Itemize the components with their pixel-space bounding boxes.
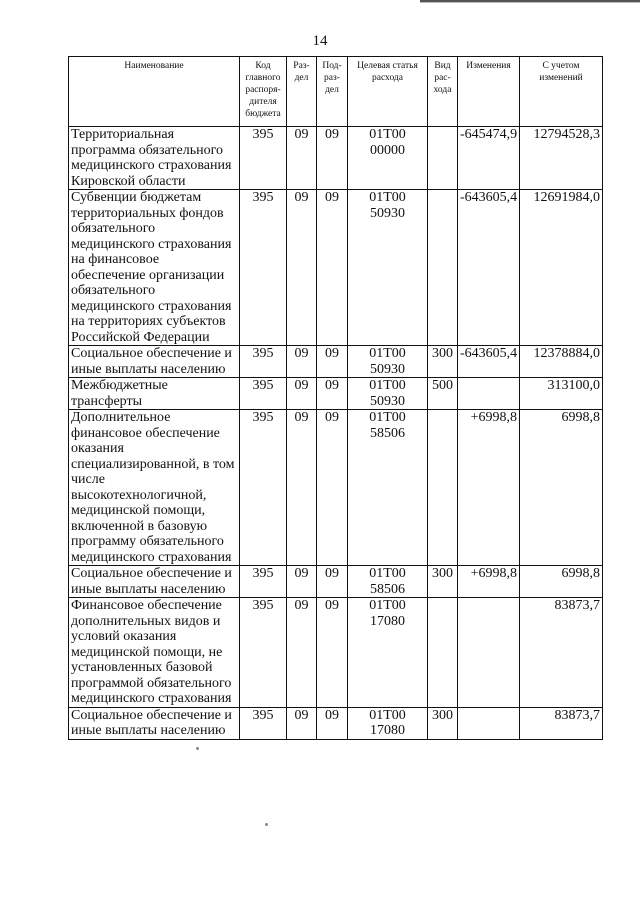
row-razdel: 09: [287, 190, 317, 346]
row-kod: 395: [240, 566, 287, 598]
row-kod: 395: [240, 190, 287, 346]
scan-top-edge: [420, 0, 640, 6]
row-statya: 01Т00 00000: [348, 127, 428, 190]
budget-table: [68, 56, 603, 740]
row-razdel: 09: [287, 410, 317, 566]
row-razdel: 09: [287, 598, 317, 708]
row-podrazdel: 09: [317, 127, 348, 190]
row-statya: 01Т00 17080: [348, 598, 428, 708]
row-name: Субвенции бюджетам территориальных фондов обязательного медицинского страхования на финансовое обеспечение организации обязательного медицинского страхования на территориях субъектов Российской Федерации: [69, 190, 240, 346]
row-kod: 395: [240, 127, 287, 190]
row-kod: 395: [240, 378, 287, 410]
row-name: Социальное обеспечение и иные выплаты населению: [69, 707, 240, 739]
row-razdel: 09: [287, 346, 317, 378]
table-row: [69, 707, 603, 739]
row-statya: 01Т00 17080: [348, 707, 428, 739]
header-glavny-kod: Код главного распоря- дителя бюджета: [240, 57, 287, 127]
row-vid: [428, 410, 458, 566]
scan-speck: [196, 747, 199, 750]
row-razdel: 09: [287, 707, 317, 739]
row-itog: 83873,7: [520, 707, 603, 739]
row-kod: 395: [240, 598, 287, 708]
row-vid: 300: [428, 566, 458, 598]
row-izmeneniya: [458, 707, 520, 739]
row-name: Межбюджетные трансферты: [69, 378, 240, 410]
row-kod: 395: [240, 410, 287, 566]
row-vid: 300: [428, 707, 458, 739]
row-name: Финансовое обеспечение дополнительных видов и условий оказания медицинской помощи, не установленных базовой программой обязательного медицинского страхования: [69, 598, 240, 708]
table-row: [69, 410, 603, 566]
row-izmeneniya: -643605,4: [458, 346, 520, 378]
row-izmeneniya: -643605,4: [458, 190, 520, 346]
header-name: Наименование: [69, 57, 240, 127]
header-izmeneniya: Изменения: [458, 57, 520, 127]
scan-speck: [265, 823, 268, 826]
row-itog: 6998,8: [520, 566, 603, 598]
row-kod: 395: [240, 346, 287, 378]
row-podrazdel: 09: [317, 566, 348, 598]
row-name: Социальное обеспечение и иные выплаты населению: [69, 346, 240, 378]
row-itog: 12794528,3: [520, 127, 603, 190]
header-podrazdel: Под- раз- дел: [317, 57, 348, 127]
row-izmeneniya: [458, 378, 520, 410]
header-vid-rashoda: Вид рас- хода: [428, 57, 458, 127]
row-itog: 6998,8: [520, 410, 603, 566]
row-statya: 01Т00 58506: [348, 566, 428, 598]
table-header-row: [69, 57, 603, 127]
row-itog: 313100,0: [520, 378, 603, 410]
table-row: [69, 378, 603, 410]
row-kod: 395: [240, 707, 287, 739]
row-podrazdel: 09: [317, 190, 348, 346]
row-statya: 01Т00 50930: [348, 190, 428, 346]
header-s-uchetom: С учетом изменений: [520, 57, 603, 127]
row-statya: 01Т00 50930: [348, 346, 428, 378]
row-vid: [428, 598, 458, 708]
row-vid: 500: [428, 378, 458, 410]
row-izmeneniya: +6998,8: [458, 566, 520, 598]
row-statya: 01Т00 50930: [348, 378, 428, 410]
row-vid: [428, 127, 458, 190]
row-name: Социальное обеспечение и иные выплаты населению: [69, 566, 240, 598]
row-podrazdel: 09: [317, 707, 348, 739]
row-statya: 01Т00 58506: [348, 410, 428, 566]
row-podrazdel: 09: [317, 378, 348, 410]
row-itog: 12691984,0: [520, 190, 603, 346]
row-name: Дополнительное финансовое обеспечение оказания специализированной, в том числе высокотехнологичной, медицинской помощи, включенной в базовую программу обязательного медицинского страхования: [69, 410, 240, 566]
page-number: 14: [312, 33, 328, 49]
row-podrazdel: 09: [317, 598, 348, 708]
table-row: [69, 127, 603, 190]
table-row: [69, 566, 603, 598]
row-podrazdel: 09: [317, 410, 348, 566]
row-itog: 12378884,0: [520, 346, 603, 378]
header-razdel: Раз- дел: [287, 57, 317, 127]
row-name: Территориальная программа обязательного медицинского страхования Кировской области: [69, 127, 240, 190]
row-izmeneniya: -645474,9: [458, 127, 520, 190]
row-vid: [428, 190, 458, 346]
row-razdel: 09: [287, 378, 317, 410]
header-tselevaya-statya: Целевая статья расхода: [348, 57, 428, 127]
table-row: [69, 346, 603, 378]
row-podrazdel: 09: [317, 346, 348, 378]
row-itog: 83873,7: [520, 598, 603, 708]
row-izmeneniya: [458, 598, 520, 708]
table-row: [69, 598, 603, 708]
row-vid: 300: [428, 346, 458, 378]
row-razdel: 09: [287, 566, 317, 598]
row-razdel: 09: [287, 127, 317, 190]
table-row: [69, 190, 603, 346]
row-izmeneniya: +6998,8: [458, 410, 520, 566]
